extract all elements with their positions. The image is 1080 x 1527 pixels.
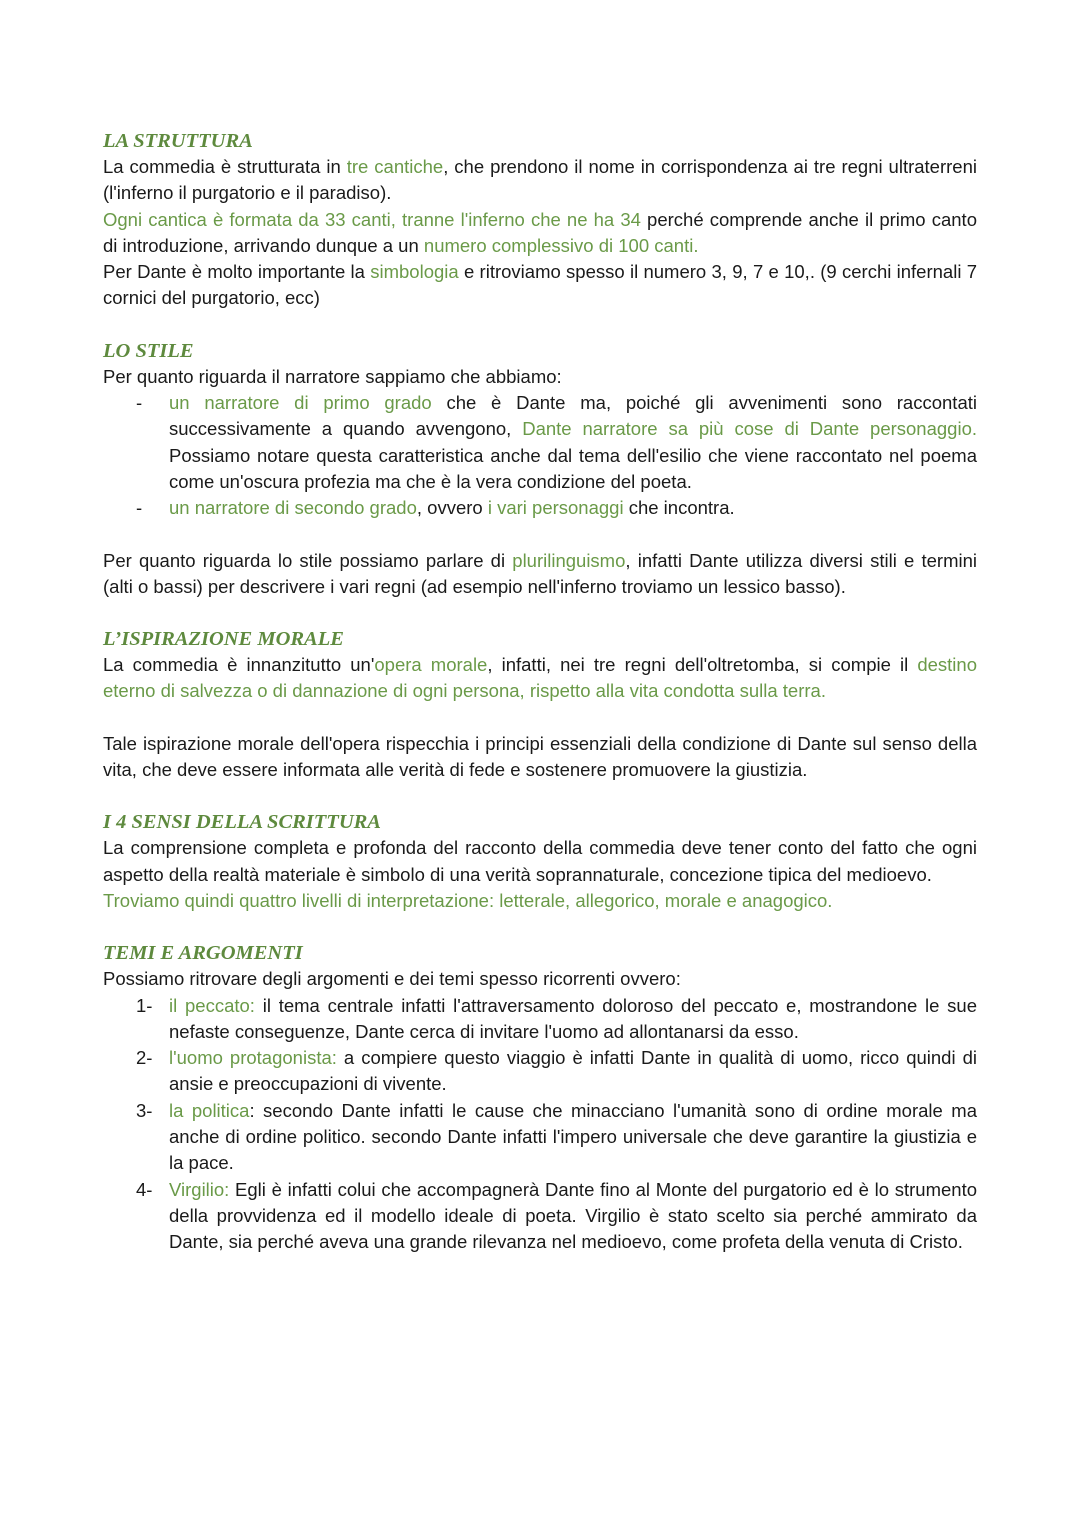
- text: , infatti, nei tre regni dell'oltretomba, si compie il: [487, 654, 918, 676]
- list-number: 1-: [136, 994, 153, 1016]
- section-sensi-scrittura: [103, 809, 977, 914]
- text: Possiamo notare questa caratteristica anche dal tema dell'esilio che viene raccontato nel poema come un'oscura profezia ma che è la vera condizione del poeta.: [169, 444, 977, 492]
- section-stile: [103, 338, 977, 600]
- highlight-text: l'uomo protagonista:: [169, 1047, 337, 1069]
- text: a compiere questo viaggio è infatti Dante in qualità di uomo, ricco quindi di ansie e preoccupazioni di vivente.: [169, 1047, 977, 1095]
- section-title: LA STRUTTURA: [103, 130, 253, 152]
- text: : secondo Dante infatti le cause che minacciano l'umanità sono di ordine morale ma anche di ordine politico. secondo Dante infatti l'impero universale che deve garantire la giustizia e la pace.: [169, 1099, 977, 1174]
- paragraph: Per quanto riguarda il narratore sappiamo che abbiamo:: [103, 365, 562, 387]
- highlight-text: simbologia: [370, 261, 459, 283]
- list-number: 3-: [136, 1099, 153, 1121]
- text: Egli è infatti colui che accompagnerà Dante fino al Monte del purgatorio ed è lo strumento della provvidenza ed il modello ideale di poeta. Virgilio è stato scelto sia perché ammirato da Dante, sia perché aveva una grande rilevanza nel medioevo, come profeta della venuta di Cristo.: [169, 1178, 977, 1253]
- text: perché comprende anche il primo canto di introduzione, arrivando dunque a un: [103, 208, 977, 256]
- document-page: [103, 128, 977, 1282]
- highlight-text: Dante narratore sa più cose di Dante personaggio.: [522, 418, 978, 440]
- dash-bullet-icon: -: [136, 497, 143, 519]
- paragraph: [103, 259, 977, 312]
- section-title: LO STILE: [103, 339, 194, 362]
- paragraph: Tale ispirazione morale dell'opera rispecchia i principi essenziali della condizione di Dante sul senso della vita, che deve essere informata alle verità di fede e sostenere promuovere la giustizia.: [103, 732, 977, 781]
- list-item: [103, 1098, 977, 1177]
- text: , infatti Dante utilizza diversi stili e termini (alti o bassi) per descrivere i vari regni (ad esempio nell'inferno troviamo un lessico basso).: [103, 549, 978, 597]
- list-number: 4-: [136, 1178, 153, 1200]
- highlight-text: il peccato:: [169, 994, 255, 1016]
- paragraph: [103, 652, 977, 705]
- spacer: [103, 522, 977, 548]
- section-title: I 4 SENSI DELLA SCRITTURA: [103, 811, 381, 834]
- text: e ritroviamo spesso il numero 3, 9, 7 e 10,. (9 cerchi infernali 7 cornici del purgatorio, ecc): [103, 261, 978, 309]
- list-item: [103, 495, 977, 521]
- highlight-text: Virgilio:: [169, 1178, 230, 1200]
- text: , che prendono il nome in corrispondenza ai tre regni ultraterreni (l'inferno il purgatorio e il paradiso).: [103, 156, 977, 204]
- text: il tema centrale infatti l'attraversamento doloroso del peccato e, mostrandone le sue nefaste conseguenze, Dante cerca di invitare l'uomo ad allontanarsi da esso.: [169, 994, 978, 1042]
- list-item: [103, 390, 977, 495]
- section-struttura: [103, 128, 977, 312]
- highlight-text: destino eterno di salvezza o di dannazione di ogni persona, rispetto alla vita condotta sulla terra.: [103, 654, 977, 702]
- paragraph: [103, 154, 977, 207]
- text: Per quanto riguarda lo stile possiamo parlare di: [103, 549, 513, 571]
- section-ispirazione-morale: [103, 626, 977, 783]
- highlight-paragraph: Troviamo quindi quattro livelli di interpretazione: letterale, allegorico, morale e anagogico.: [103, 889, 833, 911]
- numbered-list: [103, 993, 977, 1256]
- highlight-text: Ogni cantica è formata da 33 canti, tranne l'inferno che ne ha 34: [103, 208, 641, 230]
- highlight-text: i vari personaggi: [487, 497, 624, 519]
- highlight-text: numero complessivo di 100 canti.: [423, 234, 699, 256]
- text: che incontra.: [623, 497, 735, 519]
- highlight-text: opera morale: [374, 654, 488, 676]
- list-item: [103, 1045, 977, 1098]
- spacer: [103, 705, 977, 731]
- list-item: [103, 1177, 977, 1256]
- paragraph: [103, 548, 977, 601]
- text: , ovvero: [416, 497, 488, 519]
- section-title: TEMI E ARGOMENTI: [103, 942, 303, 965]
- text: La commedia è strutturata in: [103, 156, 347, 177]
- paragraph: [103, 207, 977, 260]
- highlight-text: un narratore di primo grado: [169, 392, 432, 414]
- paragraph: La comprensione completa e profonda del racconto della commedia deve tener conto del fatto che ogni aspetto della realtà materiale è simbolo di una verità soprannaturale, concezione tipica del medioevo.: [103, 837, 977, 885]
- list-number: 2-: [136, 1047, 153, 1069]
- text: che è Dante ma, poiché gli avvenimenti sono raccontati successivamente a quando avvengono,: [169, 392, 977, 440]
- highlight-text: la politica: [169, 1099, 250, 1121]
- list-item: [103, 993, 977, 1046]
- section-title: L’ISPIRAZIONE MORALE: [103, 628, 344, 651]
- bullet-list: [103, 390, 977, 521]
- dash-bullet-icon: -: [136, 392, 143, 414]
- text: Per Dante è molto importante la: [103, 261, 371, 283]
- highlight-text: plurilinguismo: [512, 549, 626, 571]
- paragraph: Possiamo ritrovare degli argomenti e dei temi spesso ricorrenti ovvero:: [103, 968, 681, 990]
- highlight-text: tre cantiche: [346, 156, 444, 177]
- highlight-text: un narratore di secondo grado: [169, 497, 417, 519]
- section-temi-argomenti: [103, 940, 977, 1255]
- text: La commedia è innanzitutto un': [103, 654, 375, 676]
